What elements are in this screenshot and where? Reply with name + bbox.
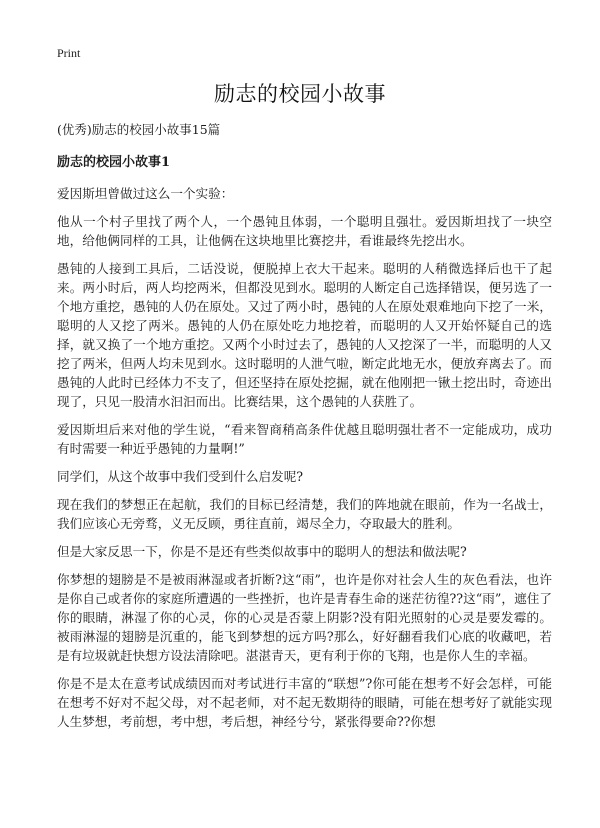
paragraph: 你梦想的翅膀是不是被雨淋湿或者折断?这“雨”，也许是你对社会人生的灰色看法，也许是你自己或者你的家庭所遭遇的一些挫折，也许是青春生命的迷茫彷徨??这“雨”，遮住了你的眼睛，淋湿了你的心灵，你的心灵是否蒙上阴影?没有阳光照射的心灵是要发霉的。被雨淋湿的翅膀是沉重的，能飞到梦想的远方吗?那么，好好翻看我们心底的收藏吧，若是有垃圾就赶快想方设法清除吧。湛湛青天，更有利于你的飞翔，也是你人生的幸福。 — [57, 572, 552, 663]
paragraph: 愚钝的人接到工具后，二话没说，便脱掉上衣大干起来。聪明的人稍微选择后也干了起来。两小时后，两人均挖两米，但都没见到水。聪明的人断定自己选择错误，便另选了一个地方重挖，愚钝的人仍在原处。又过了两小时，愚钝的人在原处艰难地向下挖了一米，聪明的人又挖了两米。愚钝的人仍在原处吃力地挖着，而聪明的人又开始怀疑自己的选择，就又换了一个地方重挖。又两个小时过去了，愚钝的人又挖深了一半，而聪明的人又挖了两米，但两人均未见到水。这时聪明的人泄气啦，断定此地无水，便放弃离去了。而愚钝的人此时已经体力不支了，但还坚持在原处挖掘，就在他刚把一锹土挖出时，奇迹出现了，只见一股清水汩汩而出。比赛结果，这个愚钝的人获胜了。 — [57, 261, 552, 409]
paragraph: 爱因斯坦后来对他的学生说，“看来智商稍高条件优越且聪明强壮者不一定能成功，成功有时需要一种近乎愚钝的力量啊!” — [57, 422, 552, 456]
paragraph: 你是不是太在意考试成绩因而对考试进行丰富的“联想”?你可能在想考不好会怎样，可能在想考不好对不起父母，对不起老师，对不起无数期待的眼睛，可能在想考好了就能实现人生梦想，考前想，考中想，考后想，神经兮兮，紧张得要命??你想 — [57, 676, 552, 729]
document-body — [57, 121, 552, 740]
section-heading: 励志的校园小故事1 — [57, 155, 171, 170]
paragraph: 他从一个村子里找了两个人，一个愚钝且体弱，一个聪明且强壮。爱因斯坦找了一块空地，给他俩同样的工具，让他俩在这块地里比赛挖井，看谁最终先挖出水。 — [57, 214, 552, 248]
document-subtitle: (优秀)励志的校园小故事15篇 — [57, 122, 221, 137]
page-title: 励志的校园小故事 — [214, 82, 386, 106]
paragraph: 现在我们的梦想正在起航，我们的目标已经清楚，我们的阵地就在眼前，作为一名战士，我们应该心无旁骛，义无反顾，勇往直前，竭尽全力，夺取最大的胜利。 — [57, 497, 552, 531]
paragraph: 爱因斯坦曾做过这么一个实验： — [57, 186, 234, 201]
print-link[interactable]: Print — [57, 46, 81, 60]
paragraph: 但是大家反思一下，你是不是还有些类似故事中的聪明人的想法和做法呢? — [57, 544, 467, 559]
paragraph: 同学们，从这个故事中我们受到什么启发呢? — [57, 469, 304, 484]
